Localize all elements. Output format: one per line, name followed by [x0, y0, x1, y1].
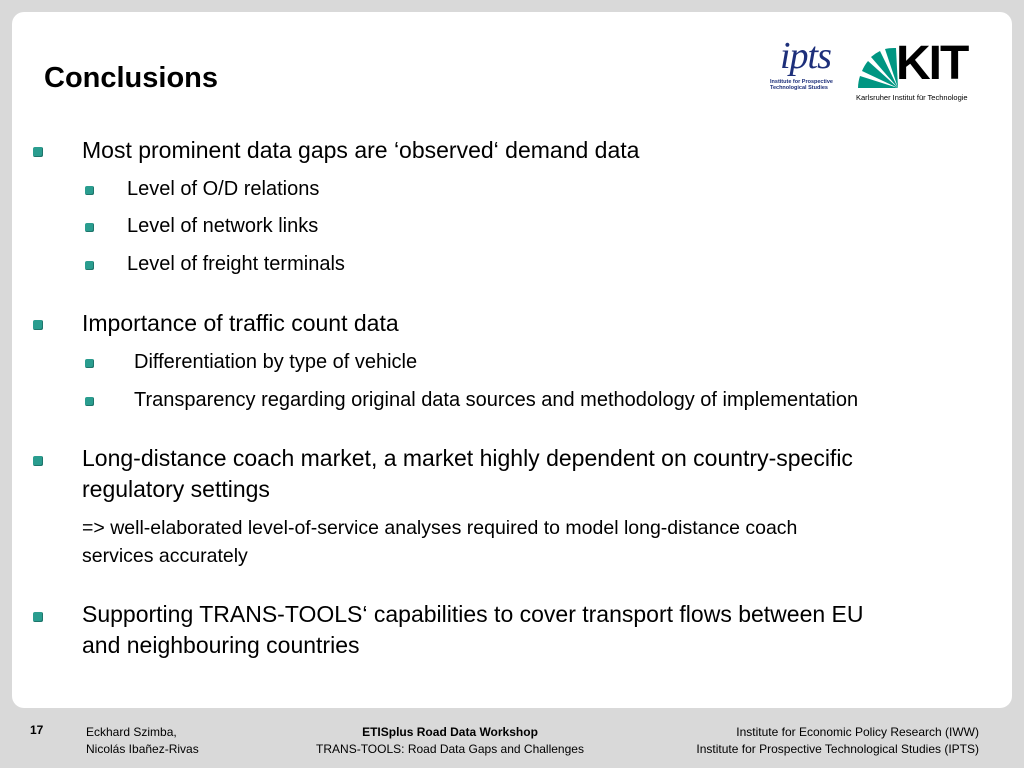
ipts-logo-mark: ipts [780, 35, 831, 77]
sub-point: Level of network links [127, 215, 319, 237]
talk-title: TRANS-TOOLS: Road Data Gaps and Challenges [316, 742, 584, 756]
slide-footer [0, 708, 1024, 768]
sub-point: Differentiation by type of vehicle [134, 351, 418, 373]
bullet-icon [33, 456, 43, 466]
main-point-line2: regulatory settings [82, 476, 270, 502]
main-point-line1: Supporting TRANS-TOOLS‘ capabilities to cover transport flows between EU [82, 601, 864, 627]
main-point-line2: and neighbouring countries [82, 632, 360, 658]
kit-logo-caption: Karlsruher Institut für Technologie [856, 93, 968, 102]
author-line: Nicolás Ibañez-Rivas [86, 742, 199, 756]
main-point-line1: Long-distance coach market, a market highly dependent on country-specific [82, 445, 853, 471]
footer-institutes [696, 724, 979, 758]
sub-point: Transparency regarding original data sources and methodology of implementation [134, 389, 859, 411]
footer-event [290, 724, 610, 758]
bullet-icon [33, 612, 43, 622]
sub-bullet-icon [85, 359, 94, 368]
institute-line: Institute for Prospective Technological Studies (IPTS) [696, 742, 979, 756]
sub-bullet-icon [85, 397, 94, 406]
point-note-line2: services accurately [82, 545, 248, 567]
author-line: Eckhard Szimba, [86, 725, 177, 739]
sub-bullet-icon [85, 186, 94, 195]
ipts-logo-caption: Institute for Prospective Technological Studies [770, 79, 833, 91]
footer-authors [86, 724, 199, 758]
main-point: Importance of traffic count data [82, 310, 399, 336]
bullet-icon [33, 147, 43, 157]
kit-logo-text: KIT [896, 37, 968, 90]
sub-point: Level of O/D relations [127, 178, 320, 200]
sub-bullet-icon [85, 261, 94, 270]
sub-bullet-icon [85, 223, 94, 232]
sub-point: Level of freight terminals [127, 253, 345, 275]
event-title: ETISplus Road Data Workshop [362, 725, 538, 739]
slide-title: Conclusions [44, 62, 219, 94]
point-note-line1: => well-elaborated level-of-service analyses required to model long-distance coach [82, 517, 798, 539]
bullet-icon [33, 320, 43, 330]
institute-line: Institute for Economic Policy Research (IWW) [736, 725, 979, 739]
page-number: 17 [30, 723, 44, 737]
main-point: Most prominent data gaps are ‘observed‘ demand data [82, 137, 640, 163]
